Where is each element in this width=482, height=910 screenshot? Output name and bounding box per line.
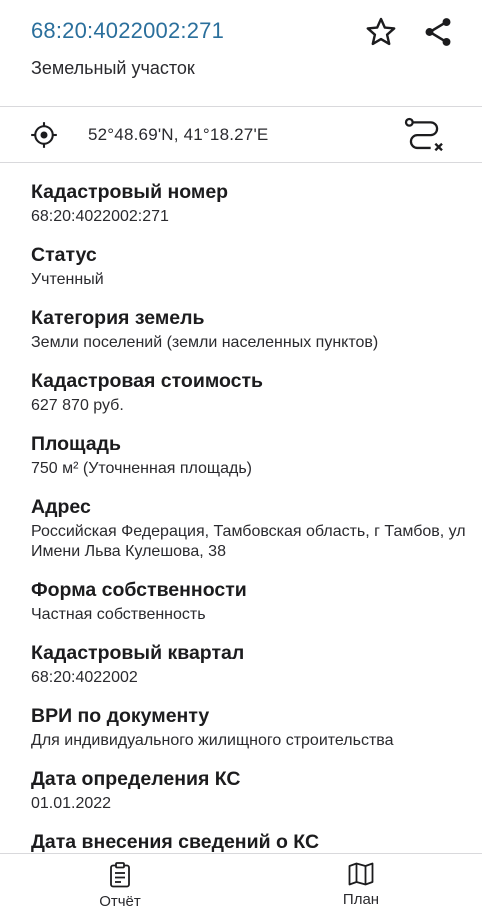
field-value: Для индивидуального жилищного строительства (31, 732, 394, 749)
field-value: 01.01.2022 (31, 795, 112, 812)
coordinates-bar (0, 107, 482, 163)
route-button[interactable] (400, 115, 448, 155)
properties-list (31, 180, 471, 893)
field-label: Форма собственности (31, 579, 247, 601)
field-label: ВРИ по документу (31, 705, 210, 727)
cadastral-number-title: 68:20:4022002:271 (31, 18, 225, 43)
clipboard-icon (108, 862, 132, 888)
field-label: Кадастровый квартал (31, 642, 245, 664)
field-value: Земли поселений (земли населенных пунктов) (31, 334, 379, 351)
crosshair-icon (30, 121, 58, 149)
object-header (0, 0, 482, 107)
field-ownership-form (31, 578, 471, 641)
field-cadastral-number (31, 180, 471, 243)
nav-report-label: Отчёт (99, 893, 141, 910)
field-label: Адрес (31, 496, 91, 518)
object-type-subtitle: Земельный участок (31, 58, 195, 78)
field-value: 68:20:4022002:271 (31, 208, 169, 225)
field-label: Кадастровая стоимость (31, 370, 264, 392)
field-value: Частная собственность (31, 606, 206, 623)
field-value: 627 870 руб. (31, 397, 124, 414)
field-label: Кадастровый номер (31, 181, 229, 203)
star-icon (364, 15, 398, 49)
bottom-nav (0, 853, 482, 910)
nav-report-button[interactable] (75, 862, 165, 910)
field-label: Площадь (31, 433, 121, 455)
route-icon (404, 117, 444, 153)
field-value: 68:20:4022002 (31, 669, 138, 686)
field-permitted-use (31, 704, 471, 767)
field-label: Дата внесения сведений о КС (31, 831, 320, 853)
field-address (31, 495, 471, 578)
map-icon (348, 862, 374, 886)
field-value: Учтенный (31, 271, 104, 288)
field-cadastral-value (31, 369, 471, 432)
field-land-category (31, 306, 471, 369)
share-button[interactable] (418, 12, 458, 52)
coordinates-text: 52°48.69'N, 41°18.27'E (88, 125, 269, 144)
nav-plan-label: План (342, 891, 380, 908)
share-icon (421, 15, 455, 49)
field-status (31, 243, 471, 306)
field-value: 750 м² (Уточненная площадь) (31, 460, 252, 477)
nav-plan-button[interactable] (316, 862, 406, 908)
field-cadastral-quarter (31, 641, 471, 704)
field-valuation-date (31, 767, 471, 830)
field-label: Статус (31, 244, 97, 266)
field-label: Категория земель (31, 307, 205, 329)
locate-button[interactable] (24, 115, 64, 155)
field-area (31, 432, 471, 495)
field-value: Российская Федерация, Тамбовская область, г Тамбов, ул Имени Льва Кулешова, 38 (31, 523, 466, 560)
field-label: Дата определения КС (31, 768, 241, 790)
favorite-button[interactable] (361, 12, 401, 52)
